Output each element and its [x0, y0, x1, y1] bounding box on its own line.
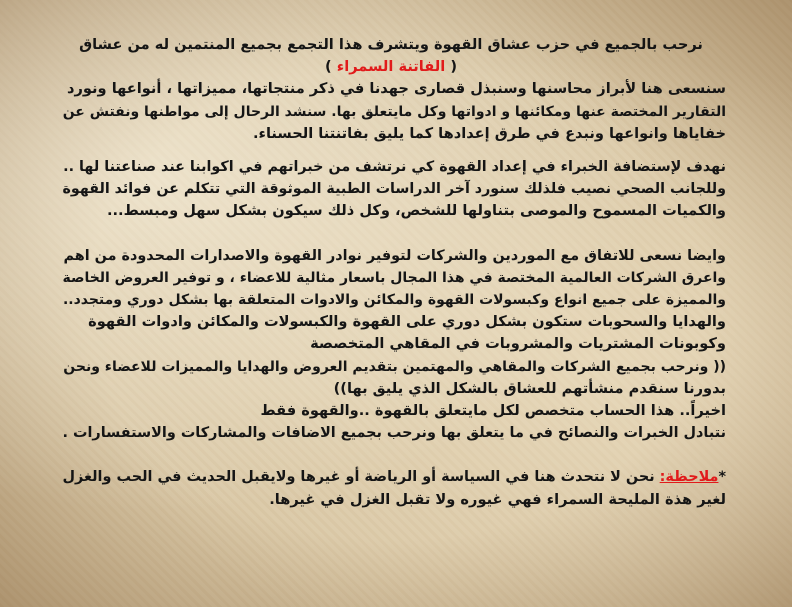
spacer [56, 223, 726, 245]
note-line [56, 466, 726, 488]
paragraph-line: نهدف لإستضافة الخبراء في إعداد القهوة كي نرتشف من خبراتهم في اكوابنا عند صناعتنا لها .. [63, 159, 726, 176]
name-open-paren: ( [445, 58, 458, 76]
document-page [56, 34, 726, 511]
paragraph-line: اخيراً.. هذا الحساب متخصص لكل مايتعلق بالقهوة ..والقهوة فقط [260, 402, 726, 420]
paragraph-line: والمميزة على جميع انواع وكبسولات القهوة والمكائن والادوات المتعلقة بها بشكل دوري ومتجدد.. [62, 292, 726, 309]
paragraph-line: وكوبونات المشتريات والمشروبات في المقاهي المتخصصة [310, 335, 726, 353]
coffee-name-line [56, 56, 726, 78]
paragraph-line: بدورنا سنقدم منشأتهم للعشاق بالشكل الذي يليق بها)) [333, 379, 726, 397]
note-text: نحن لا نتحدث هنا في السياسة أو الرياضة أو غيرها ولايقبل الحديث في الحب والغزل [62, 469, 660, 486]
coffee-name-highlight: الفاتنة السمراء [336, 58, 446, 76]
goals-paragraph [56, 78, 726, 145]
spacer [56, 444, 726, 466]
note-line: لغير هذة المليحة السمراء فهي غيوره ولا تقبل الغزل في غيرها. [269, 490, 726, 508]
spacer [56, 145, 726, 156]
paragraph-line: واعرق الشركات العالمية المختصة في هذا المجال باسعار مثالية للاعضاء ، و توفير العروض الخاصة [62, 269, 726, 286]
paragraph-line: (( ونرحب بجميع الشركات والمقاهي والمهتمين بتقديم العروض والهدايا والمميزات للاعضاء ونحن [63, 358, 726, 375]
paragraph-line: وايضا نسعى للاتفاق مع الموردين والشركات لتوفير نوادر القهوة والاصدارات المحدودة من اهم [63, 247, 726, 264]
paragraph-line: خفاياها وانواعها ونبدع في طرق إعدادها كما يليق بفاتنتنا الحسناء. [252, 124, 726, 142]
experts-paragraph [56, 156, 726, 223]
note-star: * [718, 469, 726, 486]
note-label: ملاحظة: [659, 469, 719, 486]
paragraph-line: التقارير المختصة عنها ومكائنها و ادواتها وكل مايتعلق بها. سنشد الرحال إلى مواطنها ونفتش عن [62, 103, 726, 120]
partners-paragraph [56, 245, 726, 445]
intro-line: نرحب بالجميع في حزب عشاق القهوة ويتشرف هذا التجمع بجميع المنتمين له من عشاق [79, 36, 703, 53]
paragraph-line: سنسعى هنا لأبراز محاسنها وسنبذل قصارى جهدنا في ذكر منتجاتها، مميزاتها ، أنواعها ونورد [67, 80, 726, 98]
name-close-paren: ) [324, 58, 337, 76]
paragraph-line: والهدايا والسحوبات ستكون بشكل دوري على القهوة والكبسولات والمكائن وادوات القهوة [88, 313, 726, 331]
paragraph-line: نتبادل الخبرات والنصائح في ما يتعلق بها ونرحب بجميع الاضافات والمشاركات والاستفسارات . [62, 425, 726, 442]
paragraph-line: وللجانب الصحي نصيب فلذلك سنورد آخر الدراسات الطبية الموثوقة التي تتكلم عن فوائد القهوة [62, 181, 726, 198]
paragraph-line: والكميات المسموح والموصى بتناولها للشخص، وكل ذلك سيكون بشكل سهل ومبسط... [106, 202, 726, 220]
note-paragraph [56, 466, 726, 510]
intro-paragraph [56, 34, 726, 78]
